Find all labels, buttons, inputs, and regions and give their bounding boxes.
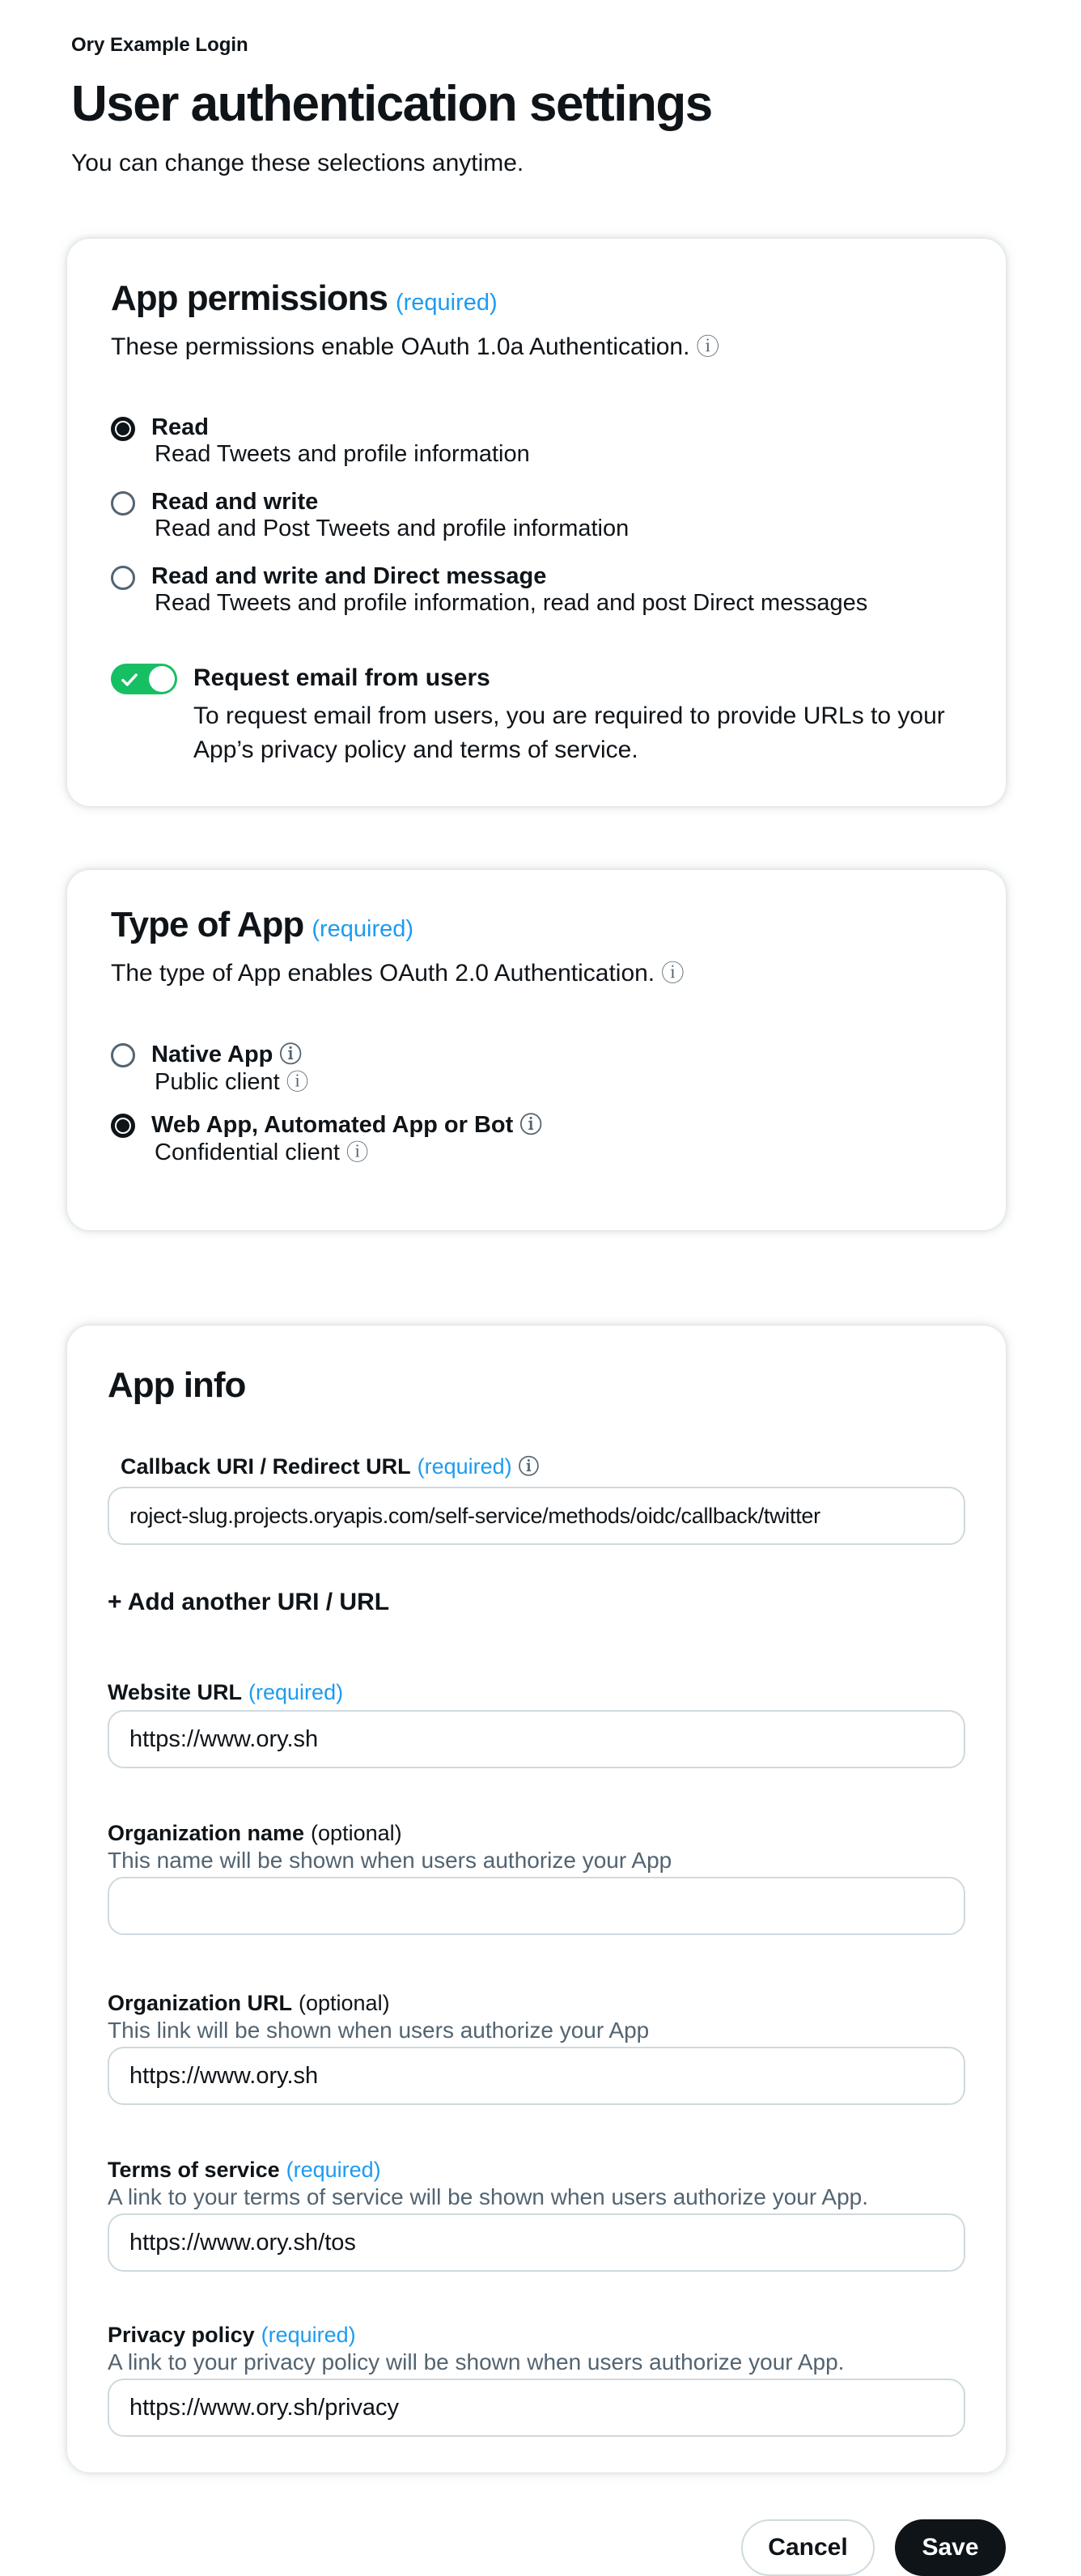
radio-texts <box>151 489 629 542</box>
privacy-policy-group <box>108 2322 965 2437</box>
radio-description-text: Public client <box>155 1069 280 1095</box>
privacy-policy-label <box>108 2322 965 2348</box>
required-badge: (required) <box>312 916 414 942</box>
field-helper: A link to your terms of service will be shown when users authorize your App. <box>108 2184 868 2209</box>
permission-option-read-write-dm[interactable] <box>111 563 962 617</box>
terms-of-service-label <box>108 2157 965 2183</box>
field-label-text: Terms of service <box>108 2158 280 2182</box>
organization-name-group <box>108 1820 965 1935</box>
app-permissions-subtitle-text: These permissions enable OAuth 1.0a Authentication. <box>111 333 690 360</box>
radio-texts <box>151 1041 308 1096</box>
radio-description <box>155 1139 542 1166</box>
field-label-text: Privacy policy <box>108 2323 255 2347</box>
radio-texts <box>151 1111 542 1166</box>
info-icon[interactable]: ⓘ <box>661 961 685 987</box>
radio-description: Read Tweets and profile information <box>155 441 530 467</box>
app-info-card <box>67 1326 1006 2472</box>
check-icon <box>119 669 140 690</box>
terms-of-service-input[interactable] <box>108 2213 965 2272</box>
radio-web-app[interactable] <box>111 1114 135 1138</box>
callback-url-group <box>108 1454 965 1545</box>
info-icon[interactable]: ⓘ <box>696 334 719 360</box>
field-helper: This link will be shown when users authorize your App <box>108 2018 650 2043</box>
app-permissions-title-text: App permissions <box>111 278 388 318</box>
request-email-row <box>111 664 962 767</box>
type-radio-group <box>111 1041 962 1166</box>
radio-label <box>151 1041 308 1068</box>
website-url-label <box>108 1679 965 1705</box>
radio-label-text: Web App, Automated App or Bot <box>151 1112 514 1138</box>
toggle-label: Request email from users <box>193 664 490 691</box>
field-label-text: Callback URI / Redirect URL <box>121 1454 411 1479</box>
radio-label: Read and write <box>151 489 319 515</box>
required-badge: (required) <box>286 2158 381 2182</box>
radio-label-text: Native App <box>151 1042 273 1067</box>
toggle-description: To request email from users, you are required to provide URLs to your App’s privacy policy and terms of service. <box>193 702 945 763</box>
radio-description: Read and Post Tweets and profile information <box>155 516 630 541</box>
radio-label: Read and write and Direct message <box>151 563 547 589</box>
radio-read[interactable] <box>111 417 135 441</box>
field-label-text: Organization name <box>108 1821 305 1845</box>
required-badge: (required) <box>261 2323 356 2347</box>
info-icon[interactable]: ⓘ <box>286 1069 309 1094</box>
organization-url-group <box>108 1990 965 2105</box>
info-icon[interactable]: ⓘ <box>518 1456 540 1479</box>
type-of-app-subtitle-text: The type of App enables OAuth 2.0 Authentication. <box>111 960 655 987</box>
callback-url-label <box>108 1454 965 1480</box>
save-button[interactable]: Save <box>895 2519 1006 2576</box>
info-icon[interactable]: ⓘ <box>345 1139 369 1165</box>
radio-label <box>151 1111 542 1139</box>
optional-badge: (optional) <box>299 1991 390 2015</box>
organization-name-input[interactable] <box>108 1877 965 1935</box>
radio-description-text: Confidential client <box>155 1139 340 1165</box>
terms-of-service-group <box>108 2157 965 2272</box>
organization-url-input[interactable] <box>108 2047 965 2105</box>
type-of-app-title <box>111 906 962 948</box>
required-badge: (required) <box>417 1454 512 1479</box>
app-permissions-card <box>67 239 1006 806</box>
organization-url-label <box>108 1990 965 2016</box>
info-icon[interactable]: ⓘ <box>519 1112 542 1137</box>
privacy-policy-input[interactable] <box>108 2379 965 2437</box>
page-subtitle: You can change these selections anytime. <box>71 150 524 176</box>
app-info-title: App info <box>108 1365 246 1405</box>
app-permissions-title <box>111 279 962 322</box>
add-uri-link[interactable]: + Add another URI / URL <box>108 1589 390 1615</box>
type-option-native[interactable] <box>111 1041 962 1096</box>
request-email-toggle[interactable] <box>111 664 177 694</box>
radio-texts <box>151 563 867 617</box>
app-name: Ory Example Login <box>71 34 248 56</box>
permissions-radio-group <box>111 414 962 617</box>
radio-read-write[interactable] <box>111 491 135 516</box>
field-label-text: Website URL <box>108 1680 243 1704</box>
app-permissions-subtitle <box>111 332 962 363</box>
type-option-web-app[interactable] <box>111 1111 962 1166</box>
radio-texts <box>151 414 530 468</box>
field-helper: A link to your privacy policy will be shown when users authorize your App. <box>108 2349 845 2374</box>
radio-description <box>155 1068 308 1096</box>
toggle-texts <box>193 662 954 767</box>
type-of-app-card <box>67 870 1006 1230</box>
page-title: User authentication settings <box>71 76 712 132</box>
callback-url-input[interactable]: roject-slug.projects.oryapis.com/self-service/methods/oidc/callback/twitter <box>108 1487 965 1545</box>
info-icon[interactable]: ⓘ <box>279 1042 302 1067</box>
cancel-button[interactable]: Cancel <box>741 2519 875 2576</box>
radio-read-write-dm[interactable] <box>111 566 135 590</box>
type-of-app-subtitle <box>111 958 962 989</box>
website-url-input[interactable] <box>108 1710 965 1768</box>
optional-badge: (optional) <box>311 1821 402 1845</box>
page-header <box>67 34 1006 178</box>
permission-option-read[interactable] <box>111 414 962 468</box>
radio-label: Read <box>151 414 209 440</box>
organization-name-label <box>108 1820 965 1846</box>
required-badge: (required) <box>248 1680 344 1704</box>
type-of-app-title-text: Type of App <box>111 905 304 944</box>
toggle-knob <box>149 666 175 692</box>
field-helper: This name will be shown when users authorize your App <box>108 1848 672 1873</box>
required-badge: (required) <box>395 290 498 316</box>
radio-description: Read Tweets and profile information, read and post Direct messages <box>155 590 868 616</box>
page <box>67 0 1006 2472</box>
radio-native-app[interactable] <box>111 1043 135 1067</box>
field-label-text: Organization URL <box>108 1991 292 2015</box>
permission-option-read-write[interactable] <box>111 489 962 542</box>
form-actions <box>67 2519 1006 2576</box>
website-url-group <box>108 1679 965 1768</box>
